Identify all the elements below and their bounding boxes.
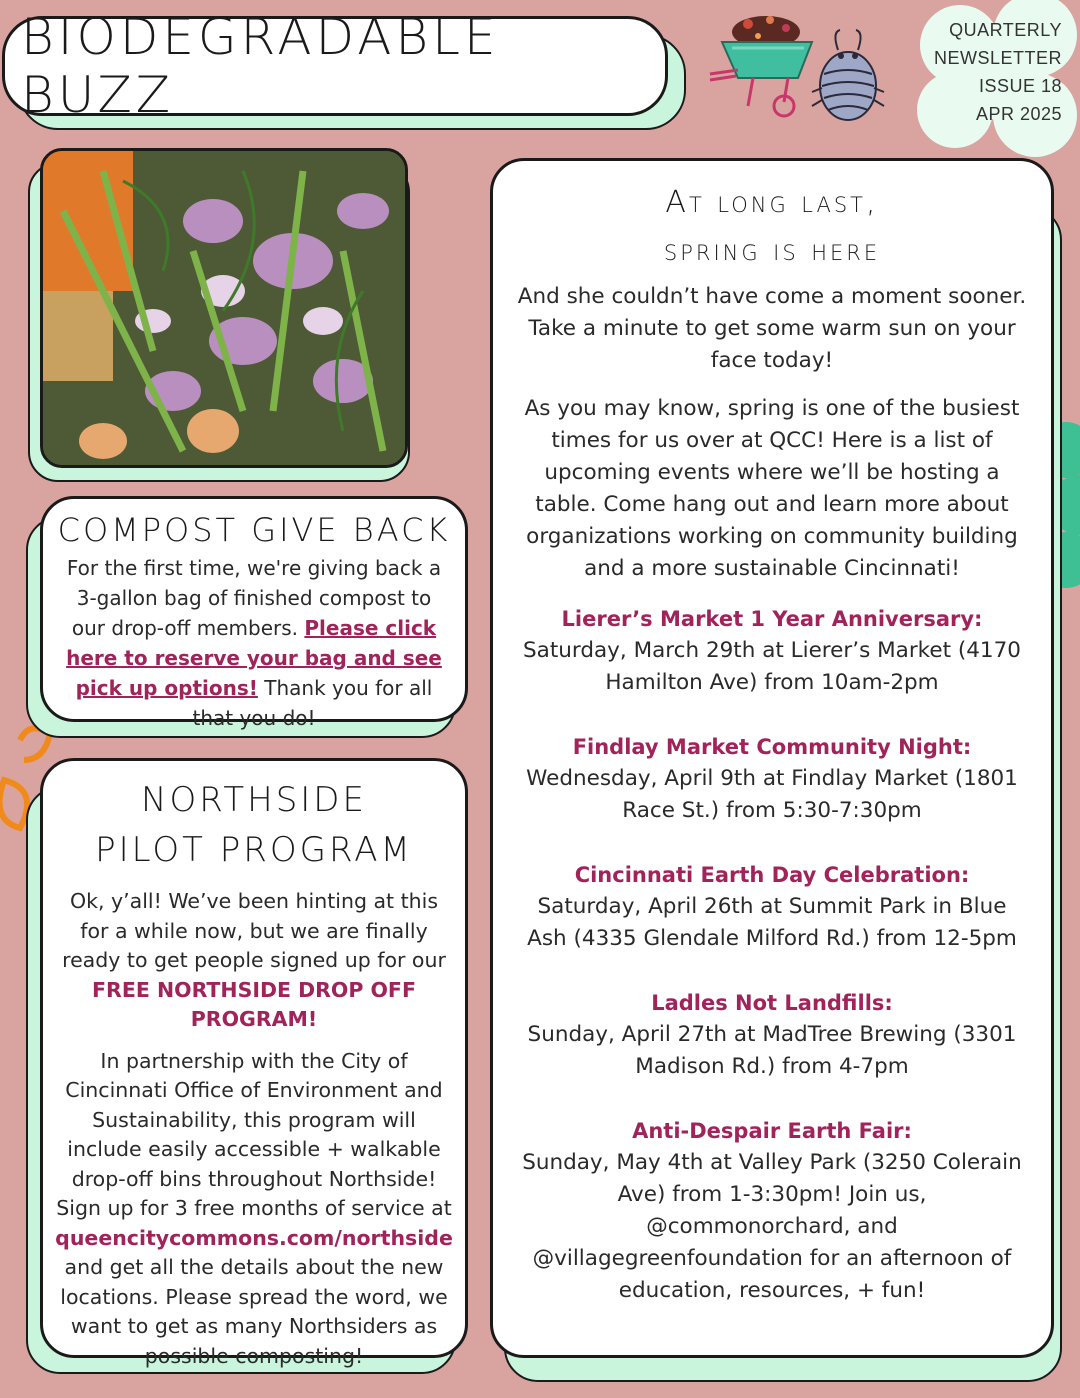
event-name: Lierer’s Market 1 Year Anniversary: [561, 607, 983, 631]
event-desc: Saturday, March 29th at Lierer’s Market (4170 Hamilton Ave) from 10am-2pm [523, 638, 1021, 695]
event-name: Cincinnati Earth Day Celebration: [574, 863, 970, 887]
compost-photo [40, 148, 408, 468]
title-banner [2, 8, 668, 124]
northside-heading [53, 775, 455, 875]
northside-p1-highlight: FREE NORTHSIDE DROP OFF PROGRAM! [92, 977, 416, 1031]
wheelbarrow-icon [708, 10, 893, 128]
northside-p2-text: In partnership with the City of Cincinnati Office of Environment and Sustainability, this program will include easily accessible + walkable drop-off bins throughout Northside! Sign up for 3 free months of service at [56, 1048, 452, 1220]
reserve-bag-link[interactable]: Please click here to reserve your bag and see pick up options! [66, 616, 442, 700]
event-desc: Sunday, May 4th at Valley Park (3250 Colerain Ave) from 1-3:30pm! Join us, @commonorchard, and @villagegreenfoundation for an afternoon of education, resources, + fun! [522, 1150, 1022, 1303]
issue-line: APR 2025 [975, 104, 1062, 124]
event-item [515, 987, 1029, 1083]
issue-line: NEWSLETTER [933, 48, 1062, 68]
spring-heading [515, 179, 1029, 275]
northside-paragraph-1 [53, 887, 455, 1035]
event-desc: Wednesday, April 9th at Findlay Market (1801 Race St.) from 5:30-7:30pm [526, 766, 1018, 823]
event-name: Findlay Market Community Night: [572, 735, 972, 759]
northside-heading-line2: PILOT PROGRAM [95, 830, 413, 870]
northside-p1-text: Ok, y’all! We’ve been hinting at this for a while now, but we are finally ready to get people signed up for our [62, 889, 446, 972]
event-name: Anti-Despair Earth Fair: [632, 1119, 912, 1143]
northside-heading-line1: NORTHSIDE [141, 780, 367, 820]
northside-signup-link[interactable]: queencitycommons.com/northside [55, 1225, 453, 1250]
give-back-heading: COMPOST GIVE BACK [57, 511, 451, 549]
give-back-card [40, 496, 468, 730]
event-desc: Sunday, April 27th at MadTree Brewing (3301 Madison Rd.) from 4-7pm [527, 1022, 1017, 1079]
northside-paragraph-2 [53, 1047, 455, 1372]
event-item [515, 603, 1029, 699]
pillbug-icon [812, 30, 884, 120]
issue-info [934, 16, 1062, 128]
event-item [515, 731, 1029, 827]
northside-p2-after: and get all the details about the new locations. Please spread the word, we want to get as many Northsiders as possible composting! [60, 1255, 448, 1368]
spring-card [490, 158, 1054, 1358]
northside-card [40, 758, 468, 1368]
give-back-text-after: Thank you for all that you do! [192, 676, 433, 730]
give-back-text-before: For the first time, we're giving back a 3-gallon bag of finished compost to our drop-off members. [66, 556, 442, 640]
event-name: Ladles Not Landfills: [651, 991, 893, 1015]
spring-paragraph-2: As you may know, spring is one of the busiest times for us over at QCC! Here is a list of upcoming events where we’ll be hosting a table. Come hang out and learn more about organizations working on community building and a more sustainable Cincinnati! [524, 396, 1020, 581]
issue-line: ISSUE 18 [978, 76, 1062, 96]
give-back-text [57, 553, 451, 733]
event-item [515, 1115, 1029, 1307]
spring-paragraph-1: And she couldn’t have come a moment sooner. Take a minute to get some warm sun on your face today! [517, 284, 1027, 373]
spring-heading-line1: At long last, [665, 185, 879, 220]
issue-line: QUARTERLY [949, 20, 1062, 40]
spring-heading-line2: spring is here [663, 233, 881, 268]
event-item [515, 859, 1029, 955]
newsletter-title: BIODEGRADABLE BUZZ [21, 8, 500, 124]
event-desc: Saturday, April 26th at Summit Park in Blue Ash (4335 Glendale Milford Rd.) from 12-5pm [527, 894, 1017, 951]
